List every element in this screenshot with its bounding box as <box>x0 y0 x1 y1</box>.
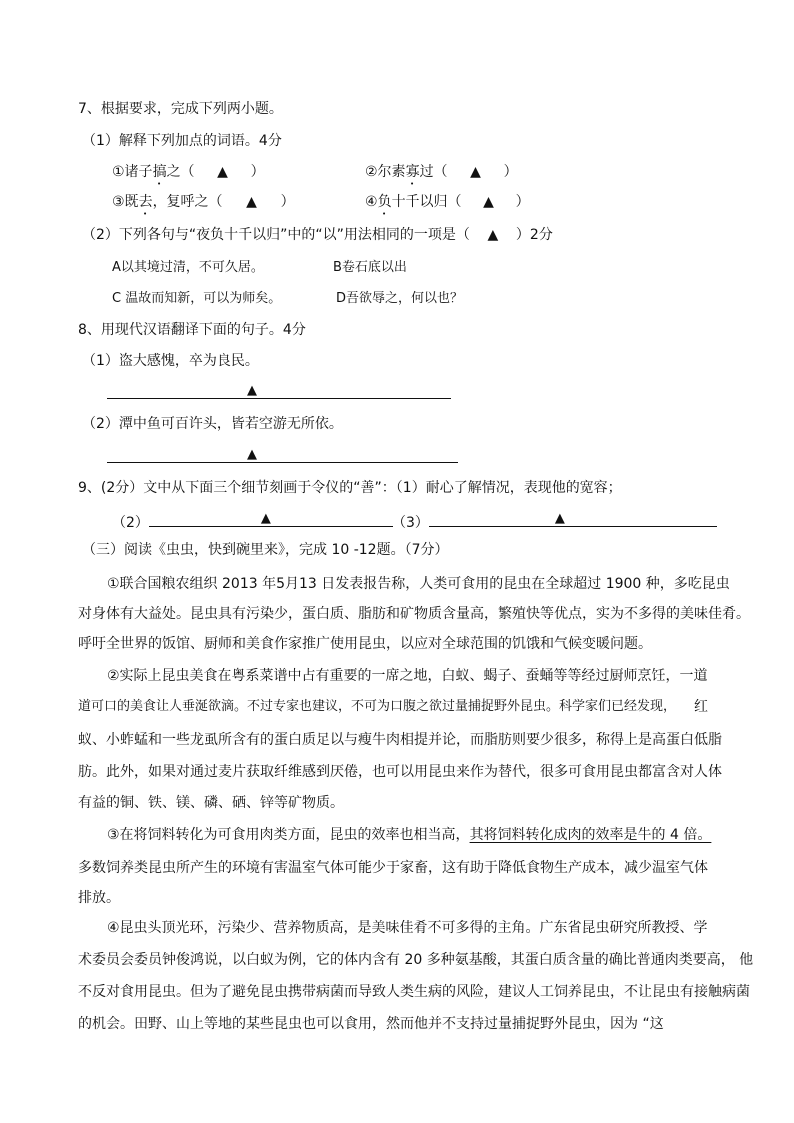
q7-part1-label: （1）解释下列加点的词语。4分 <box>82 133 282 149</box>
q7-part2-stem: （2）下列各句与“夜负十千以归”中的“以”用法相同的一项是（ ▲ ）2分 <box>82 227 553 243</box>
passage-line: 的机会。田野、山上等地的某些昆虫也可以食用，然而他并不支持过量捕捉野外昆虫，因为 “这 <box>78 1016 664 1032</box>
underlined-sentence: 其将饲料转化成肉的效率是牛的 4 倍。 <box>469 827 712 843</box>
answer-mark: ▲ <box>487 227 499 243</box>
answer-mark: ▲ <box>217 164 228 180</box>
passage-line: 蚁、小蚱蜢和一些龙虱所含有的蛋白质足以与瘦牛肉相提并论，而脂肪则要少很多，称得上是高蛋白低脂 <box>78 732 722 748</box>
q8-answer-line-2 <box>107 446 458 469</box>
passage-line: ③在将饲料转化为可食用肉类方面，昆虫的效率也相当高，其将饲料转化成肉的效率是牛的 4 倍。 <box>107 827 712 843</box>
passage-line: 呼吁全世界的饭馆、厨师和美食作家推广使用昆虫，以应对全球范围的饥饿和气候变暖问题。 <box>78 636 652 652</box>
section-3-heading: （三）阅读《虫虫，快到碗里来》，完成 10 -12题。（7分） <box>82 542 449 558</box>
answer-mark: ▲ <box>246 194 257 210</box>
option-b: B卷石底以出 <box>333 260 407 275</box>
answer-mark: ▲ <box>470 164 481 180</box>
q7-item-4: ④负十千以归（ ▲ ） <box>365 194 530 210</box>
q8-title: 8、用现代汉语翻译下面的句子。4分 <box>78 322 306 338</box>
passage-line: 有益的铜、铁、镁、磷、硒、锌等矿物质。 <box>78 795 344 811</box>
passage-line: ④昆虫头顶光环，污染少、营养物质高，是美味佳肴不可多得的主角。广东省昆虫研究所教授、学 <box>107 920 708 936</box>
passage-line: 术委员会委员钟俊鸿说，以白蚁为例，它的体内含有 20 多种氨基酸，其蛋白质含量的确比普通肉类要高， 他 <box>78 952 754 968</box>
dotted-word: 搞 <box>152 164 167 180</box>
passage-line: 红 <box>694 699 708 715</box>
passage-line: 对身体有大益处。昆虫具有污染少，蛋白质、脂肪和矿物质含量高，繁殖快等优点，实为不多得的美味佳肴。 <box>78 606 750 622</box>
answer-mark: ▲ <box>247 383 257 398</box>
answer-mark: ▲ <box>483 194 494 210</box>
option-c: C 温故而知新，可以为师矣。 <box>112 291 282 306</box>
q8-answer-line-1 <box>107 382 451 405</box>
passage-line: ①联合国粮农组织 2013 年5月13 日发表报告称，人类可食用的昆虫在全球超过 1900 种，多吃昆虫 <box>107 576 730 592</box>
dotted-word: 寡 <box>405 164 420 180</box>
passage-line: 肪。此外，如果对通过麦片获取纤维感到厌倦，也可以用昆虫来作为替代，很多可食用昆虫都富含对人体 <box>78 764 722 780</box>
q9-blank-3: （3） ▲ <box>392 510 717 533</box>
q8-sentence-2: （2）潭中鱼可百许头，皆若空游无所依。 <box>82 416 343 432</box>
q7-item-2: ②尔素寡过（ ▲ ） <box>365 164 518 180</box>
passage-line: 不反对食用昆虫。但为了避免昆虫携带病菌而导致人类生病的风险，建议人工饲养昆虫，不让昆虫有接触病菌 <box>78 984 750 1000</box>
q9-line: 9、(2分）文中从下面三个细节刻画于令仪的“善”：（1）耐心了解情况，表现他的宽容； <box>78 480 622 496</box>
q9-blank-2: （2） ▲ <box>112 510 393 533</box>
q7-title: 7、根据要求，完成下列两小题。 <box>78 101 283 117</box>
option-a: A以其境过清，不可久居。 <box>112 260 264 275</box>
q7-item-3: ③既去，复呼之（ ▲ ） <box>112 194 295 210</box>
option-d: D吾欲辱之，何以也？ <box>336 291 464 306</box>
answer-mark: ▲ <box>247 447 257 462</box>
q8-sentence-1: （1）盗大感愧，卒为良民。 <box>82 353 259 369</box>
passage-line: ②实际上昆虫美食在粤系菜谱中占有重要的一席之地，白蚁、蝎子、蚕蛹等等经过厨师烹饪，一道 <box>107 668 708 684</box>
passage-line: 道可口的美食让人垂涎欲滴。不过专家也建议，不可为口腹之欲过量捕捉野外昆虫。科学家们已经发现， <box>78 699 677 714</box>
dotted-word: 负 <box>377 194 392 210</box>
passage-line: 多数饲养类昆虫所产生的环境有害温室气体可能少于家畜，这有助于降低食物生产成本，减少温室气体 <box>78 860 708 876</box>
answer-mark: ▲ <box>554 511 565 526</box>
passage-line: 排放。 <box>78 890 120 906</box>
dotted-word: 去 <box>138 194 153 210</box>
q7-item-1: ①诸子搞之（ ▲ ） <box>112 164 265 180</box>
answer-mark: ▲ <box>260 511 271 526</box>
